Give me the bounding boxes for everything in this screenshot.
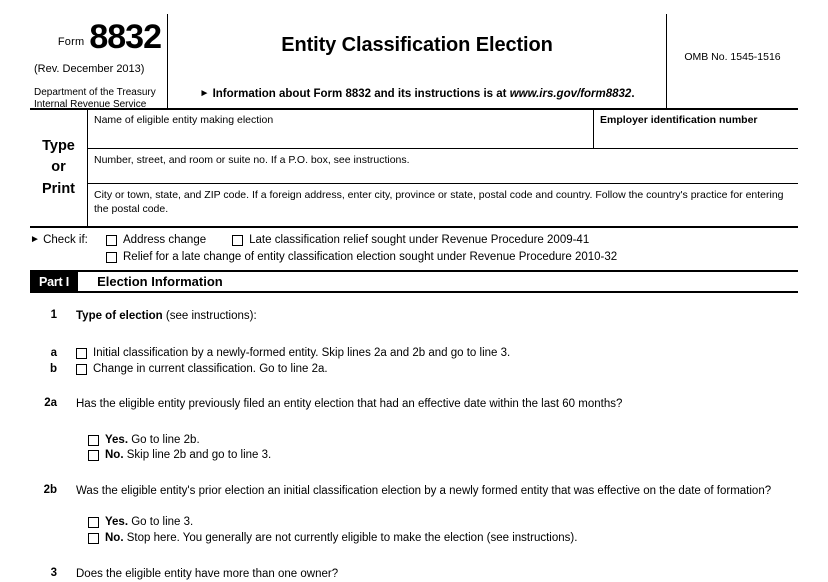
line-1-row bbox=[30, 309, 798, 324]
line-1-text bbox=[57, 309, 798, 324]
form-identifier bbox=[30, 14, 161, 56]
spacer bbox=[30, 324, 798, 346]
check-if-block bbox=[30, 228, 798, 270]
line-1b-option[interactable] bbox=[57, 362, 328, 377]
form-masthead bbox=[30, 14, 798, 110]
street-address-field[interactable] bbox=[88, 149, 798, 183]
check-if-lead-label: Check if: bbox=[43, 234, 88, 246]
department-line-1: Department of the Treasury bbox=[34, 87, 156, 99]
checkbox-address-change[interactable] bbox=[106, 233, 206, 248]
checkbox-icon[interactable] bbox=[232, 235, 243, 246]
spacer bbox=[30, 547, 798, 567]
line-1b-letter: b bbox=[49, 362, 57, 375]
entity-information-block bbox=[30, 110, 798, 228]
line-3-number: 3 bbox=[50, 566, 57, 579]
type-or-print-line-1: Type bbox=[42, 138, 75, 155]
line-2a-yes-option[interactable] bbox=[30, 433, 798, 448]
form-number: 8832 bbox=[89, 18, 161, 56]
form-frame bbox=[30, 14, 798, 582]
line-2a-no-rest: Skip line 2b and go to line 3. bbox=[126, 449, 272, 462]
line-2a-yes-rest: Go to line 2b. bbox=[131, 433, 200, 446]
line-2b-yes-bold: Yes. bbox=[105, 516, 129, 529]
checkbox-address-change-label: Address change bbox=[123, 234, 207, 246]
line-2a-no-option[interactable] bbox=[30, 448, 798, 463]
form-word-label: Form bbox=[57, 36, 85, 49]
line-2b-no-bold: No. bbox=[105, 531, 124, 544]
line-1-number: 1 bbox=[50, 308, 57, 321]
checkbox-late-change-relief-label: Relief for a late change of entity classification election sought under Revenue Procedure 2010-32 bbox=[123, 250, 618, 263]
line-2b-question: Was the eligible entity's prior election an initial classification election by a newly formed entity that was effective on the date of formation? bbox=[76, 485, 772, 498]
line-1a-label: Initial classification by a newly-formed entity. Skip lines 2a and 2b and go to line 3. bbox=[93, 347, 511, 360]
form-info-line bbox=[176, 88, 658, 100]
part-tag: Part I bbox=[30, 272, 78, 291]
line-2b-yes-rest: Go to line 3. bbox=[131, 516, 194, 529]
line-1-bold-text: Type of election bbox=[76, 309, 163, 322]
info-prefix-text: Information about Form 8832 and its instructions is at bbox=[212, 88, 510, 100]
entity-name-row bbox=[88, 110, 798, 149]
entity-field-rows bbox=[88, 110, 798, 226]
line-1b-label: Change in current classification. Go to line 2a. bbox=[93, 362, 328, 375]
check-if-spacer bbox=[30, 250, 106, 265]
line-2a-yes-bold: Yes. bbox=[105, 433, 129, 446]
line-2a-no-text bbox=[105, 448, 271, 463]
line-2b-no-rest: Stop here. You generally are not currently eligible to make the election (see instructions). bbox=[126, 531, 578, 544]
line-2a-row bbox=[30, 397, 798, 412]
checkbox-icon[interactable] bbox=[88, 435, 99, 446]
entity-name-field[interactable] bbox=[88, 110, 594, 148]
spacer bbox=[30, 413, 798, 433]
line-3-question: Does the eligible entity have more than one owner? bbox=[76, 567, 339, 580]
irs-url-link[interactable]: www.irs.gov/form8832 bbox=[509, 88, 632, 100]
line-2b-number: 2b bbox=[43, 484, 57, 497]
checkbox-icon[interactable] bbox=[88, 450, 99, 461]
line-1b-row bbox=[30, 362, 798, 377]
info-suffix-text: . bbox=[631, 88, 635, 100]
entity-street-row bbox=[88, 149, 798, 184]
checkbox-icon[interactable] bbox=[88, 517, 99, 528]
type-or-print-line-2: or bbox=[51, 159, 66, 176]
masthead-left-block bbox=[30, 14, 168, 111]
line-1-rest-text: (see instructions): bbox=[165, 309, 257, 322]
line-2b-no-text bbox=[105, 531, 577, 546]
spacer bbox=[30, 499, 798, 515]
checkbox-icon[interactable] bbox=[76, 364, 87, 375]
line-1a-row bbox=[30, 346, 798, 361]
omb-number: OMB No. 1545-1516 bbox=[684, 51, 781, 63]
checkbox-icon[interactable] bbox=[106, 252, 117, 263]
city-state-zip-field[interactable] bbox=[88, 184, 798, 226]
line-2b-no-option[interactable] bbox=[30, 531, 798, 546]
form-title: Entity Classification Election bbox=[281, 34, 553, 56]
form-revision-date: (Rev. December 2013) bbox=[34, 63, 145, 76]
checkbox-icon[interactable] bbox=[88, 533, 99, 544]
type-or-print-label bbox=[30, 110, 88, 226]
department-line-2: Internal Revenue Service bbox=[34, 99, 147, 111]
check-if-row-2 bbox=[30, 250, 798, 265]
checkbox-icon[interactable] bbox=[106, 235, 117, 246]
line-2a-question: Has the eligible entity previously filed an entity election that had an effective date within the last 60 months? bbox=[76, 398, 623, 411]
check-if-row-1 bbox=[30, 233, 798, 248]
entity-city-row bbox=[88, 184, 798, 226]
spacer bbox=[30, 377, 798, 397]
spacer bbox=[30, 464, 798, 484]
city-state-zip-label: City or town, state, and ZIP code. If a foreign address, enter city, province or state, postal code and country. Follow the country's practice for entering the postal code. bbox=[94, 189, 784, 216]
entity-name-label: Name of eligible entity making election bbox=[94, 114, 274, 126]
ein-field[interactable] bbox=[594, 110, 798, 148]
ein-label: Employer identification number bbox=[600, 114, 758, 126]
masthead-right-block bbox=[667, 14, 798, 108]
line-2b-yes-text bbox=[105, 515, 193, 530]
issuing-agency bbox=[30, 87, 161, 111]
right-triangle-icon: ► bbox=[199, 88, 210, 99]
checkbox-late-change-relief[interactable] bbox=[106, 250, 617, 265]
street-address-label: Number, street, and room or suite no. If a P.O. box, see instructions. bbox=[94, 154, 410, 166]
line-2a-number: 2a bbox=[44, 397, 57, 410]
line-1a-option[interactable] bbox=[57, 346, 510, 361]
masthead-center-block bbox=[168, 14, 667, 108]
line-1a-letter: a bbox=[50, 347, 57, 360]
checkbox-icon[interactable] bbox=[76, 348, 87, 359]
line-2b-row bbox=[30, 484, 798, 499]
line-2a-no-bold: No. bbox=[105, 449, 124, 462]
line-2a-yes-text bbox=[105, 433, 200, 448]
part-title: Election Information bbox=[97, 273, 223, 289]
part-one-header bbox=[30, 270, 798, 293]
check-if-lead bbox=[30, 233, 106, 248]
checkbox-late-classification-relief[interactable] bbox=[232, 233, 589, 248]
part-one-body bbox=[30, 293, 798, 582]
type-or-print-line-3: Print bbox=[41, 180, 76, 197]
line-2b-yes-option[interactable] bbox=[30, 515, 798, 530]
right-triangle-icon: ► bbox=[30, 234, 40, 245]
checkbox-late-classification-relief-label: Late classification relief sought under Revenue Procedure 2009-41 bbox=[249, 234, 590, 246]
